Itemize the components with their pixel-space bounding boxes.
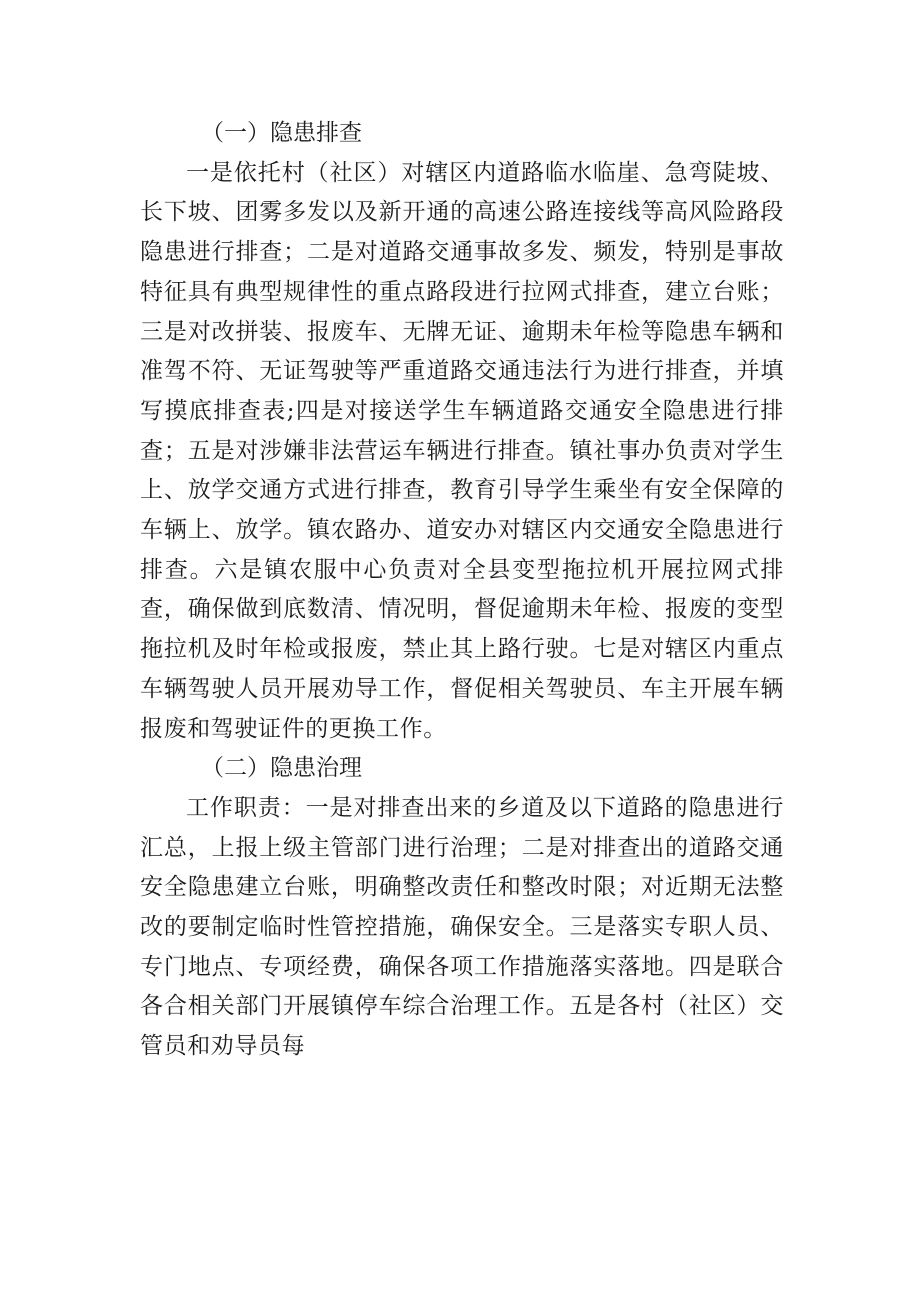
paragraph-hazard-inspection: 一是依托村（社区）对辖区内道路临水临崖、急弯陡坡、长下坡、团雾多发以及新开通的高速公路连接线等高风险路段隐患进行排查；二是对道路交通事故多发、频发，特别是事故特征具有典型规律性的重点路段进行拉网式排查，建立台账；三是对改拼装、报废车、无牌无证、逾期未年检等隐患车辆和准驾不符、无证驾驶等严重道路交通违法行为进行排查，并填写摸底排查表;四是对接送学生车辆道路交通安全隐患进行排查；五是对涉嫌非法营运车辆进行排查。镇社事办负责对学生上、放学交通方式进行排查，教育引导学生乘坐有安全保障的车辆上、放学。镇农路办、道安办对辖区内交通安全隐患进行排查。六是镇农服中心负责对全县变型拖拉机开展拉网式排查，确保做到底数清、情况明，督促逾期未年检、报废的变型拖拉机及时年检或报废，禁止其上路行驶。七是对辖区内重点车辆驾驶人员开展劝导工作，督促相关驾驶员、车主开展车辆报废和驾驶证件的更换工作。 [140, 159, 784, 742]
section-heading-hazard-remediation: （二）隐患治理 [201, 755, 362, 782]
document-body [140, 114, 784, 1067]
section-heading-hazard-inspection: （一）隐患排查 [201, 120, 362, 146]
paragraph-hazard-remediation: 工作职责：一是对排查出来的乡道及以下道路的隐患进行汇总，上报上级主管部门进行治理；二是对排查出的道路交通安全隐患建立台账，明确整改责任和整改时限；对近期无法整改的要制定临时性管控措施，确保安全。三是落实专职人员、专门地点、专项经费，确保各项工作措施落实落地。四是联合各合相关部门开展镇停车综合治理工作。五是各村（社区）交管员和劝导员每 [140, 794, 784, 1060]
